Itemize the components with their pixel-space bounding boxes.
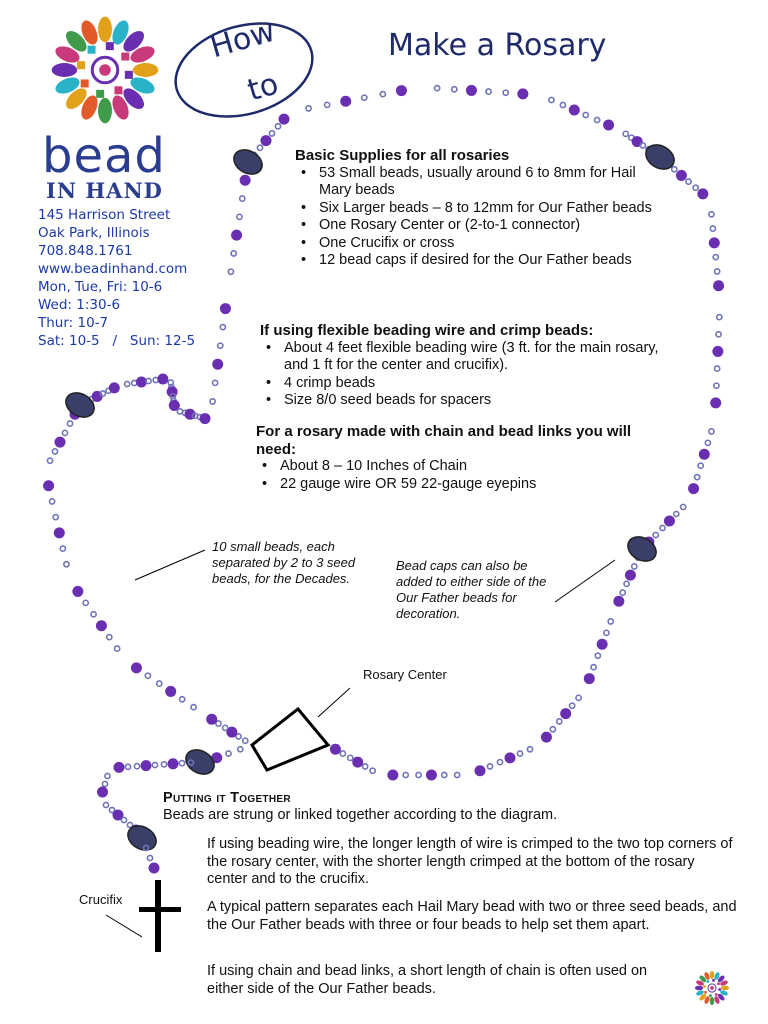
seed-bead	[672, 167, 677, 172]
logo-mandala-icon	[52, 17, 159, 124]
seed-bead	[146, 378, 151, 383]
hail-mary-bead	[603, 120, 614, 131]
wire-section	[260, 322, 680, 410]
hail-mary-bead	[697, 188, 708, 199]
hail-mary-bead	[200, 413, 211, 424]
wire-heading: If using flexible beading wire and crimp beads:	[260, 322, 594, 339]
seed-bead	[709, 212, 714, 217]
seed-bead	[653, 532, 658, 537]
list-item: • One Rosary Center or (2-to-1 connector)	[295, 217, 665, 235]
contact-address: 145 Harrison Street	[38, 207, 171, 223]
crucifix-pointer-line	[106, 915, 142, 937]
seed-bead	[709, 429, 714, 434]
seed-bead	[370, 768, 375, 773]
supplies-heading: Basic Supplies for all rosaries	[295, 147, 510, 164]
seed-bead	[380, 92, 385, 97]
seed-bead	[220, 325, 225, 330]
supplies-section	[295, 147, 665, 270]
list-item: • 22 gauge wire OR 59 22-gauge eyepins	[256, 476, 656, 494]
seed-bead	[705, 440, 710, 445]
seed-bead	[237, 214, 242, 219]
contact-hours-3: Thur: 10-7	[38, 315, 109, 331]
seed-bead	[698, 463, 703, 468]
crucifix-shape	[139, 880, 181, 952]
hail-mary-bead	[43, 480, 54, 491]
center-pointer-line	[318, 688, 350, 717]
hail-mary-bead	[517, 88, 528, 99]
hail-mary-bead	[72, 586, 83, 597]
our-father-bead	[124, 821, 161, 855]
hail-mary-bead	[212, 359, 223, 370]
seed-bead	[62, 430, 67, 435]
chain-list	[256, 458, 656, 493]
hail-mary-bead	[55, 437, 66, 448]
hail-mary-bead	[676, 170, 687, 181]
seed-bead	[306, 106, 311, 111]
seed-bead	[210, 399, 215, 404]
hail-mary-bead	[426, 770, 437, 781]
list-item: • About 4 feet flexible beading wire (3 ft. for the main rosary, and 1 ft for the center and crucifix).	[260, 340, 680, 375]
seed-bead	[83, 600, 88, 605]
hail-mary-bead	[688, 483, 699, 494]
seed-bead	[64, 562, 69, 567]
hail-mary-bead	[352, 757, 363, 768]
page-title: Make a Rosary	[388, 28, 607, 63]
seed-bead	[416, 772, 421, 777]
seed-bead	[180, 697, 185, 702]
hail-mary-bead	[330, 744, 341, 755]
seed-bead	[557, 719, 562, 724]
wire-list	[260, 340, 680, 410]
hail-mary-bead	[54, 527, 65, 538]
contact-website[interactable]: www.beadinhand.com	[38, 261, 188, 277]
decades-note: 10 small beads, each separated by 2 to 3 seed beads, for the Decades.	[212, 539, 356, 586]
seed-bead	[50, 499, 55, 504]
hail-mary-bead	[109, 382, 120, 393]
seed-bead	[710, 226, 715, 231]
seed-bead	[620, 590, 625, 595]
hail-mary-bead	[240, 175, 251, 186]
crucifix-label: Crucifix	[79, 892, 123, 907]
contact-city: Oak Park, Illinois	[38, 225, 150, 241]
chain-heading: For a rosary made with chain and bead links you will need:	[256, 423, 632, 458]
seed-bead	[121, 817, 126, 822]
seed-bead	[179, 761, 184, 766]
hail-mary-bead	[475, 765, 486, 776]
hail-mary-bead	[141, 760, 152, 771]
hail-mary-bead	[625, 570, 636, 581]
hail-mary-bead	[664, 516, 675, 527]
seed-bead	[624, 581, 629, 586]
instruction-paragraph-3: If using chain and bead links, a short length of chain is often used on either side of the Our Father beads.	[207, 963, 648, 997]
hail-mary-bead	[96, 620, 107, 631]
seed-bead	[527, 747, 532, 752]
seed-bead	[715, 366, 720, 371]
seed-bead	[595, 653, 600, 658]
supplies-list	[295, 165, 665, 270]
hail-mary-bead	[136, 377, 147, 388]
bead-caps-note: Bead caps can also be added to either side of the Our Father beads for decoration.	[396, 558, 547, 621]
seed-bead	[157, 681, 162, 686]
seed-bead	[152, 762, 157, 767]
seed-bead	[60, 546, 65, 551]
hail-mary-bead	[569, 105, 580, 116]
store-contact	[38, 206, 195, 350]
decades-pointer-line	[135, 550, 205, 580]
hail-mary-bead	[710, 397, 721, 408]
list-item: • 4 crimp beads	[260, 375, 680, 393]
seed-bead	[693, 185, 698, 190]
brand-name: bead	[42, 128, 166, 184]
seed-bead	[257, 145, 262, 150]
seed-bead	[686, 179, 691, 184]
seed-bead	[583, 112, 588, 117]
rosary-center-label: Rosary Center	[363, 667, 447, 682]
hail-mary-bead	[157, 374, 168, 385]
rosary-center-shape	[252, 709, 328, 770]
hail-mary-bead	[699, 449, 710, 460]
contact-phone: 708.848.1761	[38, 243, 133, 259]
seed-bead	[226, 751, 231, 756]
seed-bead	[591, 665, 596, 670]
instruction-paragraph-1: If using beading wire, the longer length of wire is crimped to the two top corners of the rosary center, with the shorter length crimped at the bottom of the rosary center and to the crucifix.	[207, 836, 733, 887]
our-father-bead	[182, 745, 219, 779]
hail-mary-bead	[165, 686, 176, 697]
seed-bead	[716, 332, 721, 337]
seed-bead	[243, 738, 248, 743]
hail-mary-bead	[560, 708, 571, 719]
seed-bead	[240, 196, 245, 201]
hail-mary-bead	[541, 732, 552, 743]
seed-bead	[632, 564, 637, 569]
contact-hours-2: Wed: 1:30-6	[38, 297, 121, 313]
hail-mary-bead	[97, 787, 108, 798]
seed-bead	[115, 646, 120, 651]
seed-bead	[213, 380, 218, 385]
seed-bead	[714, 383, 719, 388]
list-item: • About 8 – 10 Inches of Chain	[256, 458, 656, 476]
seed-bead	[570, 703, 575, 708]
caps-pointer-line	[555, 560, 615, 602]
hail-mary-bead	[261, 135, 272, 146]
seed-bead	[435, 86, 440, 91]
seed-bead	[442, 772, 447, 777]
seed-bead	[134, 764, 139, 769]
how-text: How	[206, 13, 280, 66]
hail-mary-bead	[387, 770, 398, 781]
hail-mary-bead	[709, 237, 720, 248]
hail-mary-bead	[505, 752, 516, 763]
seed-bead	[674, 511, 679, 516]
seed-bead	[223, 725, 228, 730]
seed-bead	[517, 751, 522, 756]
seed-bead	[191, 705, 196, 710]
seed-bead	[228, 269, 233, 274]
seed-bead	[623, 131, 628, 136]
seed-bead	[576, 695, 581, 700]
seed-bead	[275, 124, 280, 129]
list-item: • 12 bead caps if desired for the Our Father beads	[295, 252, 665, 270]
contact-hours-4: Sat: 10-5 / Sun: 12-5	[38, 333, 196, 349]
instruction-paragraph-2: A typical pattern separates each Hail Mary bead with two or three seed beads, and the Our Father beads with three or four beads to help set them apart.	[207, 899, 737, 933]
seed-bead	[52, 449, 57, 454]
seed-bead	[486, 89, 491, 94]
seed-bead	[608, 619, 613, 624]
seed-bead	[452, 87, 457, 92]
hail-mary-bead	[597, 639, 608, 650]
hail-mary-bead	[114, 762, 125, 773]
seed-bead	[549, 97, 554, 102]
seed-bead	[107, 635, 112, 640]
hail-mary-bead	[396, 85, 407, 96]
seed-bead	[161, 762, 166, 767]
seed-bead	[550, 727, 555, 732]
hail-mary-bead	[613, 596, 624, 607]
seed-bead	[53, 515, 58, 520]
seed-bead	[103, 802, 108, 807]
seed-bead	[147, 855, 152, 860]
seed-bead	[218, 343, 223, 348]
seed-bead	[91, 612, 96, 617]
chain-section	[256, 423, 656, 493]
seed-bead	[125, 764, 130, 769]
seed-bead	[47, 458, 52, 463]
seed-bead	[340, 751, 345, 756]
seed-bead	[102, 781, 107, 786]
seed-bead	[660, 525, 665, 530]
hail-mary-bead	[231, 230, 242, 241]
seed-bead	[325, 102, 330, 107]
to-text: to	[243, 66, 283, 109]
seed-bead	[238, 747, 243, 752]
seed-bead	[695, 475, 700, 480]
seed-bead	[604, 630, 609, 635]
seed-bead	[560, 102, 565, 107]
hail-mary-bead	[466, 85, 477, 96]
seed-bead	[145, 673, 150, 678]
seed-bead	[125, 381, 130, 386]
hail-mary-bead	[149, 863, 160, 874]
seed-bead	[717, 315, 722, 320]
putting-together-lead: Beads are strung or linked together according to the diagram.	[163, 807, 558, 823]
brand-subtitle: IN HAND	[46, 178, 163, 203]
hail-mary-bead	[340, 96, 351, 107]
seed-bead	[100, 391, 105, 396]
hail-mary-bead	[713, 280, 724, 291]
seed-bead	[497, 760, 502, 765]
seed-bead	[715, 269, 720, 274]
putting-together-section	[163, 790, 743, 824]
hail-mary-bead	[279, 114, 290, 125]
seed-bead	[269, 131, 274, 136]
hail-mary-bead	[712, 346, 723, 357]
putting-together-heading: Putting it Together	[163, 790, 291, 806]
seed-bead	[348, 755, 353, 760]
hail-mary-bead	[220, 303, 231, 314]
seed-bead	[67, 421, 72, 426]
contact-hours-1: Mon, Tue, Fri: 10-6	[38, 279, 163, 295]
seed-bead	[362, 95, 367, 100]
seed-bead	[231, 251, 236, 256]
list-item: • One Crucifix or cross	[295, 235, 665, 253]
small-mandala-icon	[695, 971, 729, 1005]
seed-bead	[503, 90, 508, 95]
seed-bead	[713, 255, 718, 260]
seed-bead	[105, 773, 110, 778]
seed-bead	[487, 764, 492, 769]
list-item: • Six Larger beads – 8 to 12mm for Our Father beads	[295, 200, 665, 218]
seed-bead	[363, 764, 368, 769]
hail-mary-bead	[131, 662, 142, 673]
hail-mary-bead	[206, 714, 217, 725]
seed-bead	[681, 504, 686, 509]
hail-mary-bead	[584, 673, 595, 684]
list-item: • 53 Small beads, usually around 6 to 8mm for Hail Mary beads	[295, 165, 665, 200]
seed-bead	[595, 117, 600, 122]
seed-bead	[403, 772, 408, 777]
list-item: • Size 8/0 seed beads for spacers	[260, 392, 680, 410]
seed-bead	[455, 772, 460, 777]
hail-mary-bead	[168, 758, 179, 769]
